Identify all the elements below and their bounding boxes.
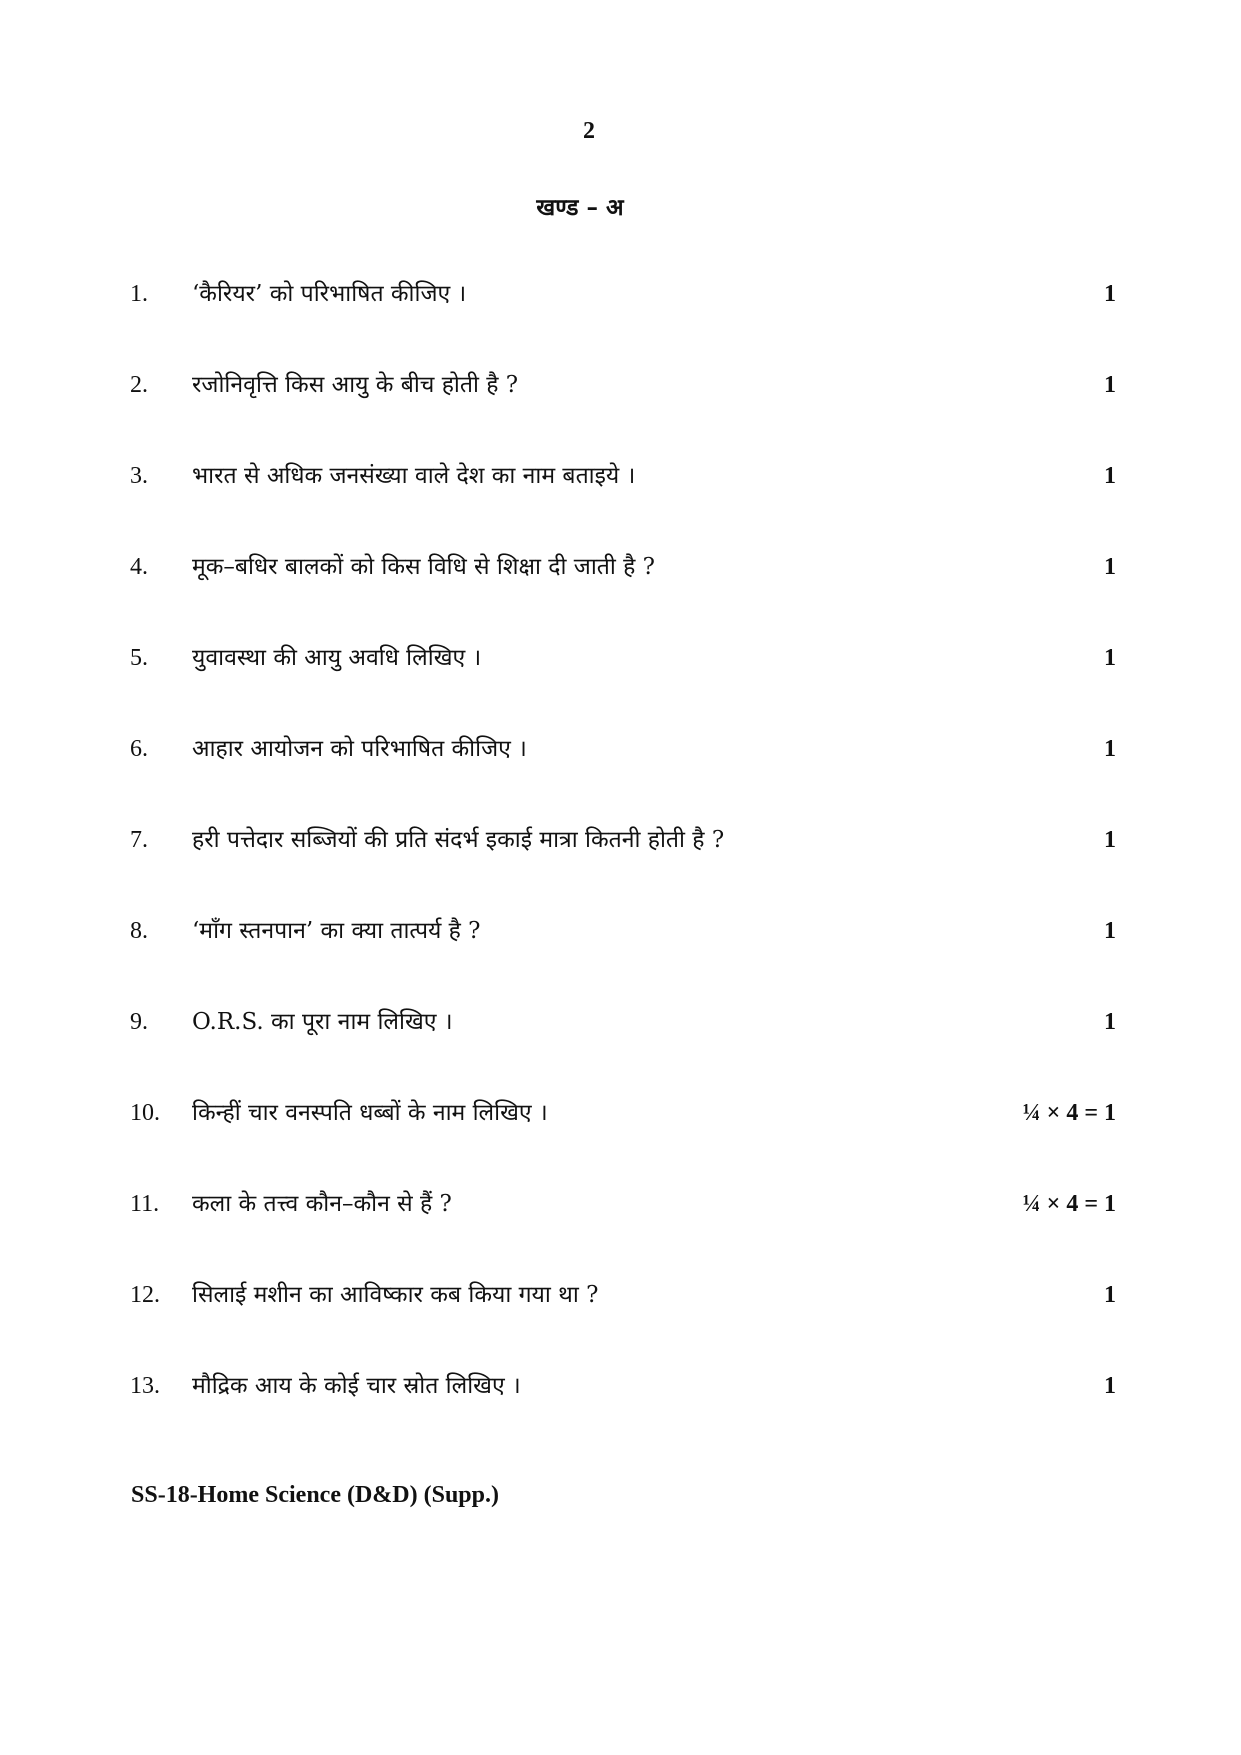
question-item <box>130 551 1116 642</box>
question-number: 10. <box>130 1100 160 1126</box>
question-item <box>130 1006 1116 1097</box>
question-number: 3. <box>130 463 148 489</box>
question-marks: 1 <box>1104 827 1116 853</box>
question-item <box>130 369 1116 460</box>
question-item <box>130 824 1116 915</box>
section-title: खण्ड – अ <box>536 194 624 221</box>
question-text: ‘कैरियर’ को परिभाषित कीजिए । <box>192 281 467 307</box>
question-item <box>130 1279 1116 1370</box>
question-marks: 1 <box>1104 918 1116 944</box>
question-item <box>130 915 1116 1006</box>
question-text: हरी पत्तेदार सब्जियों की प्रति संदर्भ इकाई मात्रा कितनी होती है ? <box>192 827 725 853</box>
question-item <box>130 1097 1116 1188</box>
question-item <box>130 1188 1116 1279</box>
question-marks: 1 <box>1104 1009 1116 1035</box>
question-text: सिलाई मशीन का आविष्कार कब किया गया था ? <box>192 1282 599 1308</box>
question-number: 2. <box>130 372 148 398</box>
question-list <box>130 278 1116 1461</box>
question-number: 7. <box>130 827 148 853</box>
question-marks: 1 <box>1104 372 1116 398</box>
question-marks: 1 <box>1104 1282 1116 1308</box>
paper-code: SS-18-Home Science (D&D) (Supp.) <box>131 1482 499 1508</box>
question-text: मूक–बधिर बालकों को किस विधि से शिक्षा दी जाती है ? <box>192 554 656 580</box>
question-item <box>130 642 1116 733</box>
question-marks: 1 <box>1104 554 1116 580</box>
question-number: 9. <box>130 1009 148 1035</box>
question-marks: 1 <box>1104 281 1116 307</box>
question-marks: ¼ × 4 = 1 <box>1022 1191 1116 1217</box>
question-number: 11. <box>130 1191 160 1217</box>
question-text: युवावस्था की आयु अवधि लिखिए । <box>192 645 482 671</box>
question-marks: 1 <box>1104 463 1116 489</box>
question-item <box>130 1370 1116 1461</box>
question-text: किन्हीं चार वनस्पति धब्बों के नाम लिखिए । <box>192 1100 548 1126</box>
question-item <box>130 733 1116 824</box>
question-marks: 1 <box>1104 645 1116 671</box>
question-text: रजोनिवृत्ति किस आयु के बीच होती है ? <box>192 372 519 398</box>
question-number: 8. <box>130 918 148 944</box>
question-number: 4. <box>130 554 148 580</box>
page-number: 2 <box>583 118 595 144</box>
question-text: ‘माँग स्तनपान’ का क्या तात्पर्य है ? <box>192 918 481 944</box>
question-marks: ¼ × 4 = 1 <box>1022 1100 1116 1126</box>
question-number: 13. <box>130 1373 160 1399</box>
question-text: O.R.S. का पूरा नाम लिखिए । <box>192 1009 453 1035</box>
question-marks: 1 <box>1104 736 1116 762</box>
question-number: 1. <box>130 281 148 307</box>
question-text: आहार आयोजन को परिभाषित कीजिए । <box>192 736 527 762</box>
question-number: 12. <box>130 1282 160 1308</box>
question-number: 5. <box>130 645 148 671</box>
question-text: मौद्रिक आय के कोई चार स्रोत लिखिए । <box>192 1373 521 1399</box>
question-item <box>130 278 1116 369</box>
question-text: भारत से अधिक जनसंख्या वाले देश का नाम बताइये । <box>192 463 636 489</box>
question-item <box>130 460 1116 551</box>
question-marks: 1 <box>1104 1373 1116 1399</box>
question-text: कला के तत्त्व कौन–कौन से हैं ? <box>192 1191 452 1217</box>
question-number: 6. <box>130 736 148 762</box>
